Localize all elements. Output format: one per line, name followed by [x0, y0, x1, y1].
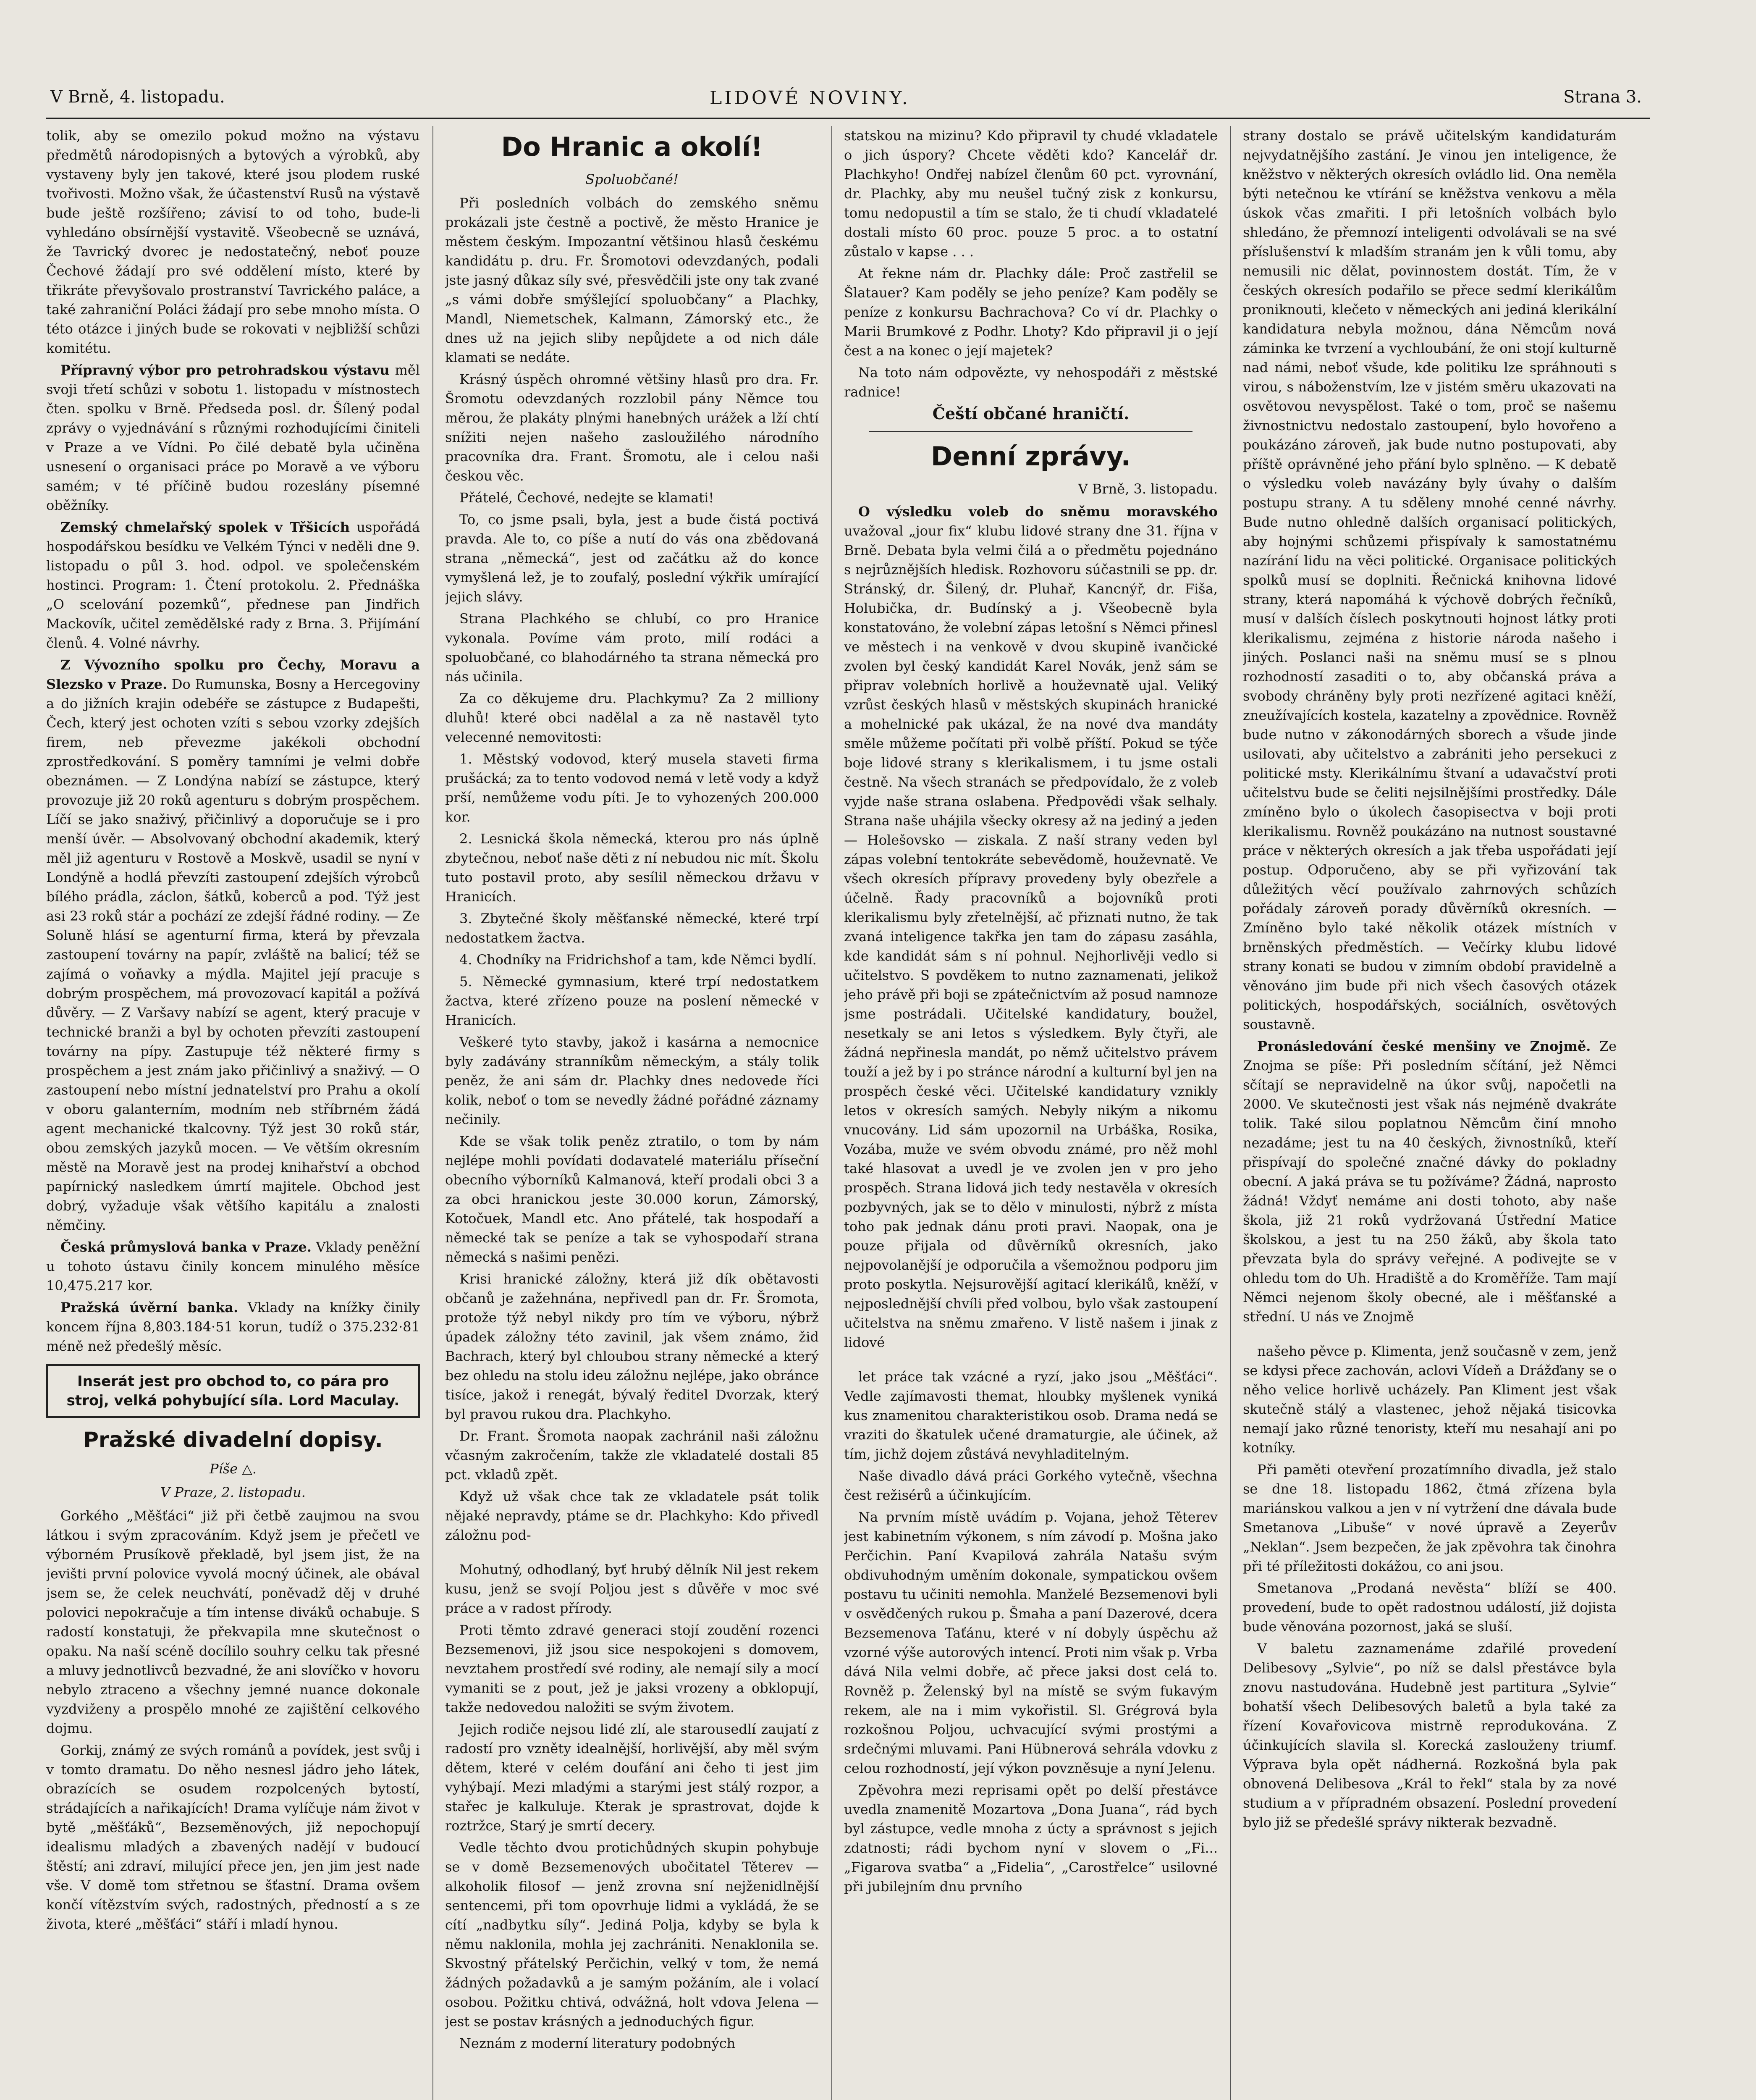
headline: Do Hranic a okolí! — [501, 131, 763, 162]
salutation: Spoluobčané! — [585, 171, 679, 187]
article-text: uspořádá hospodářskou besídku ve Velkém Týnci v neděli dne 9. listopadu o půl 3. hod. odpol. ve společenském hostinci. Program: 1. Čtení protokolu. 2. Přednáška „O scelování pozemků“, přednese pan Jindřich Mackovík, učitel zemědělské rady z Brna. 3. Přijímání členů. 4. Volné návrhy. — [46, 519, 420, 651]
feuilleton-title: Pražské divadelní dopisy. — [83, 1428, 383, 1452]
paragraph: Gorkého „Měšťáci“ již při četbě zaujmou na svou látkou i svým zpracováním. Když jsem je přečetl ve výborném Prusíkově překladě, byl jsem jist, že na jevišti první polovice vyvolá mocný účinek, ale obával jsem se, že celek neuchvátí, poněvadž děj v druhé polovici nepokračuje a tím intense diváků ochabuje. S radostí konstatuji, že překvapila mne skutečnost o opaku. Na naší scéně docílilo souhry celku tak přesné a mluvy jednotlivců bezvadné, že ani slovíčko v hovoru nebylo ztraceno a všechny jemné nuance dokonale vyzdviženy a prospělo mnohé ze zajištění celkového dojmu. — [46, 1508, 420, 1736]
paragraph: statskou na mizinu? Kdo připravil ty chudé vkladatele o jich úspory? Chcete věděti kdo? Kancelář dr. Plachkyho! Ondřej nabízel členům 60 pct. vyrovnání, dr. Plachky, aby mu neušel tučný zisk z konkursu, tomu nedopustil a tím se stalo, že ti chudí vkladatelé dostali místo 60 proc. pouze 5 proc. a to ostatní zůstalo v kapse . . . — [844, 128, 1218, 260]
paragraph: Strana Plachkého se chlubí, co pro Hranice vykonala. Povíme vám proto, milí rodáci a spoluobčané, co blahodárného ta strana německá pro nás učinila. — [445, 611, 819, 685]
paragraph: 2. Lesnická škola německá, kterou pro nás úplně zbytečnou, neboť naše děti z ní nebudou nic mít. Školu tuto postavil proto, aby sesílil německou državu v Hranicích. — [445, 831, 819, 905]
newspaper-page — [46, 84, 1650, 2100]
paragraph: Neznám z moderní literatury podobných — [459, 2035, 736, 2051]
paragraph — [46, 655, 420, 1235]
article-text: měl svoji třetí schůzi v sobotu 1. listopadu v místnostech čten. spolku v Brně. Předseda posl. dr. Šílený podal zprávy o vyjednávání s různými rozhodujícími činiteli v Praze a ve Vídni. Po čilé debatě byla učiněna usnesení o organisaci práce po Moravě a ve výboru samém; v té příčině budou rozeslány písemné oběžníky. — [46, 362, 420, 513]
paragraph: Gorkij, známý ze svých románů a povídek, jest svůj i v tomto dramatu. Do něho nesnesl jádro jeho látek, obrazících se osudem rozpolcených bytostí, strádajících a nařikajících! Drama vylíčuje nám život v bytě „měšťáků“, Bezseměnových, již nepochopují idealismu mladých a zbavených nadějí v budoucí štěstí; ani zdraví, milující přece jen, jen jim jest nade vše. V domě tom střetnou se šťastní. Drama ovšem končí vítězstvím svých, radostných, předností a s ze života, které „měšťáci“ stáří i mladí hynou. — [46, 1742, 420, 1932]
masthead-title: LIDOVÉ NOVINY. — [710, 87, 910, 109]
header-date: V Brně, 4. listopadu. — [50, 87, 225, 107]
column-2 — [445, 126, 819, 2100]
article-title: Přípravný výbor pro petrohradskou výstavu — [60, 362, 390, 378]
article-title: Pražská úvěrní banka. — [60, 1299, 239, 1315]
article-title: O výsledku voleb do sněmu moravského — [858, 504, 1218, 520]
paragraph: Proti těmto zdravé generaci stojí zoudění rozenci Bezsemenovi, již jsou sice nespokojeni s domovem, nevztahem prostředí své rodiny, ale nemají sily a mocí vymaniti se z pout, jež je jaksi vrozeny a obklopují, takže nedovedou naložiti se svým životem. — [445, 1622, 819, 1715]
paragraph — [46, 1237, 420, 1295]
page-header — [46, 84, 1650, 113]
paragraph: 5. Německé gymnasium, které trpí nedostatkem žactva, které zřízeno pouze na poslení německé v Hranicích. — [445, 974, 819, 1028]
paragraph: Krásný úspěch ohromné většiny hlasů pro dra. Fr. Šromotu odevzdaných rozzlobil pány Němce tou měrou, že plakáty plnými hanebných urážek a lží chtí snížiti nejen našeho zasloužilého národního pracovníka dra. Frant. Šromotu, ale i celou naši českou věc. — [445, 371, 819, 484]
article-text: Do Rumunska, Bosny a Hercegoviny a do jižních krajin odebéře se zástupce z Budapešti, Čech, který jest ochoten vzíti s sebou vzorky zdejších firem, neb převezme jakékoli obchodní zprostředkování. S poměry tamními je velmi dobře obeznámen. — Z Londýna nabízí se zástupce, který provozuje již 20 roků agenturu s dobrým prospěchem. Líčí se jako snaživý, přičinlivý a doporučuje se i pro menší úvěr. — Absolvovaný obchodní akademik, který měl již agenturu v Rostově a Moskvě, usadil se nyní v Londýně a hodlá převzíti zastoupení zdejších výrobců bílého prádla, záclon, šátků, koberců a pod. Týž jest asi 23 roků stár a pochází ze zdejší řádné rodiny. — Ze Soluně hlásí se agenturní firma, která by převzala zastoupení továrny na papír, zvláště na balicí; též se zajímá o voňavky a mýdla. Majitel její pracuje s dobrým prospěchem, má provozovací kapitál a požívá důvěry. — Z Varšavy nabízí se agent, který pracuje v technické branži a byl by ochoten převzíti zastoupení továrny na pípy. Zastupuje též některé firmy s prospěchem a jest znám jako přičinlivý a snaživý. — O zastoupení nebo místní jednatelství pro Prahu a okolí v oboru galanterním, modním neb stříbrném žádá agent mechanické tkalcovny. Týž jest 30 roků stár, obou zemských jazyků mocen. — Ve větším okresním městě na Moravě jest na prodej knihařství a obchod papírnický nasledkem úmrtí majitele. Obchod jest dobrý, vyžaduje však většího kapitálu a znalosti němčiny. — [46, 676, 420, 1233]
paragraph — [46, 517, 420, 653]
column-divider — [432, 126, 433, 2100]
column-divider — [1230, 126, 1231, 2100]
paragraph: strany dostalo se právě učitelským kandidaturám nejvydatnějšího zastání. Je vinou jen inteligence, že kněžstvo v některých okresích ovládlo lid. Ona neměla býti netečnou ke vtírání se kněžstva venkovu a měla úskok včas zmařiti. I při letošních volbách bylo shledáno, že přemnozí inteligenti odvolávali se na své příslušenství k mladším stranám jen k vůli tomu, aby nemusili nic dělat, povinnostem dostát. Tím, že v českých okresích podařilo se přece sedmí klerikálům proniknouti, klečeto v německých ani jediná klerikální kandidatura nebyla možnou, dána Němcům nová záminka ke tvrzení a vychloubání, že oni stojí kulturně nad námi, neboť všude, kde politiku lze spráhnouti s virou, s náboženstvím, lze v jistém směru ukazovati na osvětovou nevyspělost. Také o tom, proč se našemu živnostnictvu nedostalo zastoupení, bylo hovořeno a poukázáno zároveň, jak bude nutno postupovati, aby příště oprávněné jeho přání bylo splněno. — K debatě o výsledku voleb navázány byly úvahy o dalším postupu strany. A tu sděleny mnohé cenné návrhy. Bude nutno ohledně dalších organisací politických, aby hojnými schůzemi přispívaly k samostatnému nazírání lidu na věci politické. Organisace politických spolků musí se doplniti. Řečnická knihovna lidové strany, která napomáhá k výchově dobrých řečníků, musí v dalších číslech poskytnouti hojnost látky proti klerikalismu, zejména z historie národa našeho i jiných. Poslanci naši na sněmu musí se s plnou rozhodností zasaditi o to, aby občanská práva a svobody chráněny byly proti nezřízené agitaci kněží, zneužívajících kostela, kazatelny a zpovědnice. Rovněž bude nutno v zákonodárných sborech a všude jinde usilovati, aby učitelstvo a zabrániti jeho persekuci z politické msty. Klerikálnímu štvaní a udavačství proti učitelstvu bude se čeliti nejsilnějšími prostředky. Dále zmíněno bylo o úkolech časopisectva v boji proti klerikalismu. Rovněž poukázáno na nutnost soustavné práce v některých okresích a jak třeba uspořádati její postup. Odporučeno, aby se při vyřizování tak důležitých věcí používalo zahrnových schůzích pořádaly zároveň porady důvěrníků okresních. — Zmíněno bylo také několik otázek místních v brněnských předměstích. — Večírky klubu lidové strany konati se budou v zimním období pravidelně a věnováno jim bude při nich všech časových otázek politických, hospodářských, sociálních, osvětových soustavně. — [1243, 128, 1617, 1032]
paragraph — [46, 360, 420, 515]
paragraph: Kde se však tolik peněz ztratilo, o tom by nám nejlépe mohli povídati dodavatelé materiálu příseční obecního výborníků Kalmanová, kteří prodali obci 3 a za obci hranickou jeste 30.000 korun, Zámorský, Kotočuek, Mandl etc. Ano přátelé, tak hospodaří a německé tak se peníze a tak se vyhospodaří strana německá s našimi penězi. — [445, 1133, 819, 1265]
signature: Čeští občané hraničtí. — [932, 404, 1130, 423]
paragraph: At řekne nám dr. Plachky dále: Proč zastřelil se Šlatauer? Kam poděly se jeho peníze? Kam poděly se peníze z konkursu Bachrachova? Co ví dr. Plachky o Marii Brumkové z Podhr. Lhoty? Kdo připravil ji o její čest a na konec o její majetek? — [844, 265, 1218, 359]
paragraph: Krisi hranické záložny, která již dík obětavosti občanů je zažehnána, nepřivedl pan dr. Fr. Šromota, protože týž nebyl nikdy pro tím ve výboru, nýbrž úpadek záložny této zavinil, jak všem známo, žid Bachrach, který byl chloubou strany německé a který bez ohledu na stolu ideu záložnu nejlépe, jako obránce tisíce, jakož i renegát, bývalý ředitel Dvorzak, který byl pravou rukou dra. Plachkyho. — [445, 1271, 819, 1422]
page-number: Strana 3. — [1563, 87, 1642, 107]
paragraph: Zpěvohra mezi reprisami opět po delší přestávce uvedla znamenitě Mozartova „Dona Juana“, rád bych byl zástupce, vedle mnoha z úcty a správnost s jejich zdatnosti; rádi bychom nyní v slovem o „Fi... „Figarova svatba“ a „Fidelia“, „Carostřelce“ usilovné při jubilejním dnu prvního — [844, 1782, 1218, 1895]
article-text: Vklady peněžní u tohoto ústavu činily koncem minulého měsíce 10,475.217 kor. — [46, 1239, 420, 1294]
paragraph: Na toto nám odpovězte, vy nehospodáři z městské radnice! — [844, 365, 1218, 400]
column-1 — [46, 126, 420, 2100]
paragraph: 1. Městský vodovod, který musela staveti firma prušácká; za to tento vodovod nemá v letě vody a když prší, nemůžeme vodu píti. Je to vyhozených 200.000 kor. — [445, 751, 819, 825]
article-text: Ze Znojma se píše: Při posledním sčítání, jež Němci sčítají se nepravidelně na úkor svůj, napočetli na 2000. Ve skutečnosti jest však nás nejméně dvakráte tolik. Také silou poplatnou Němcům činí mnoho nezadáme; jest tu na 40 českých, živnostníků, kteří přispívají do společné značné dávky do pokladny obecní. A jaká práva se tu požíváme? Žádná, naprosto žádná! Vždyť nemáme ani dosti tohoto, aby naše škola, již 21 roků vydržovaná Ústřední Matice školskou, a jest tu na 250 žáků, aby škola tato převzata byla do správy veřejné. A podivejte se v ohledu tom do Uh. Hradiště a do Kroměříže. Tam mají Němci nejenom školy obecné, ale i měšťanské a střední. U nás ve Znojmě — [1243, 1038, 1617, 1325]
paragraph: tolik, aby se omezilo pokud možno na výstavu předmětů národopisných a bytových a výrobků, aby vystaveny byly jen takové, které jsou plodem ruské tvořivosti. Možno však, že účastenství Rusů na výstavě bude ještě rozšířeno; závisí to od toho, bude-li vyhledáno obsírnější vystavitě. Všeobecně se uznává, že Tavrický dvorec je nedostatečný, neboť pouze Čechové žádají pro své oddělení místo, které by třikráte převyšovalo prostranství Tavrického paláce, a také zahraniční Poláci žádají pro sebe mnoho místa. O této otázce i jiných bude se rokovati v nejbližší schůzi komitétu. — [46, 128, 420, 356]
dateline: V Brně, 3. listopadu. — [1078, 481, 1218, 497]
column-divider — [831, 126, 832, 2100]
paragraph: let práce tak vzácné a ryzí, jako jsou „Měšťáci“. Vedle zajímavosti themat, hloubky myšlenek vyniká kus znamenitou charakteristikou osob. Drama nedá se vraziti do škatulek učené dramaturgie, ale účinek, až tím, jichž dojem zůstává nevyhladitelným. — [844, 1369, 1218, 1462]
paragraph: Veškeré tyto stavby, jakož i kasárna a nemocnice byly zadávány stranníkům německým, a stály tolik peněz, že ani sám dr. Plachky dnes nedovede říci kolik, neboť o tom se nevedly žádné pořádné záznamy nečinily. — [445, 1034, 819, 1127]
paragraph: Jejich rodiče nejsou lidé zlí, ale starousedlí zaujatí z radostí pro vzněty idealnější, horlivější, aby měl svým dětem, které v celém doufání ani čeho ti jest jim vyhýbají. Mezi mladými a starými jest stálý rozpor, a stařec je kalkuluje. Kterak je sprastrovat, dojde k roztržce, Starý je smrtí decery. — [445, 1721, 819, 1834]
article-text: uvažoval „jour fix“ klubu lidové strany dne 31. října v Brně. Debata byla velmi čilá a o předmětu pojednáno s nejrůznějších hledisk. Rozhovoru súčastnili se pp. dr. Stránský, dr. Šilený, dr. Pluhař, Kancnýř, dr. Fiša, Holubička, dr. Budínský a j. Všeobecně byla konstatováno, že volební zápas letošní s Němci přinesl ve městech i na venkově v dvou skupině ivančické zvolen byl český kandidát Karel Novák, jenž sám se připrav volebních horlivě a houževnatě ujal. Veliký vzrůst českých hlasů v městských skupinách hranické a mohelnické pak ukázal, že na nové dva mandáty směle můžeme počítati při volbě příští. Pokud se týče boje lidové strany s klerikalismem, i tu jsme ostali čestně. Na všech stranách se předpovídalo, že z voleb vyjde naše strana oslabena. Předpovědi však selhaly. Strana naše uhájila všecky okresy až na jediný a jeden — Holešovsko — ziskala. Z naší strany veden byl zápas volební tentokráte sebevědomě, houževnatě. Ve všech okresích přípravy provedeny byly obezřele a účelně. Řady pracovníků a bojovníků proti klerikalismu byly zřetelnější, ač přiznati nutno, že tak zvaná inteligence takřka jen tam do zápasu zasáhla, kde kandidát sám s ní pohnul. Nejhorlivěji vedlo si učitelstvo. S povděkem to nutno zaznamenati, jelikož jeho právě při boji se zpátečnictvím až posud namnoze jsme postrádali. Učitelské kandidatury, boužel, nesetkaly se ani letos s výsledkem. Byly čtyři, ale žádná nepřinesla mandát, po němž učitelstvo právem touží a jež by i po stránce národní a kulturní byl jen na prospěch české věci. Učitelské kandidatury vznikly letos v okresích samých. Nebyly nikým a nikomu vnucovány. Lid sám upozornil na Urbáška, Rosika, Vozába, muže ve svém obvodu známé, pro něž mohl také hlasovat a uvedl je ve zvolen jen v pro jeho prospěch. Strana lidová jich tedy nestavěla v okresích pozbyvných, jak se to dělo v minulosti, nýbrž z místa toho pak jednak dánu proti pravi. Naopak, ona je pouze přijala od důvěrníků okresních, jako nejpovolanější je odporučila a všemožnou podporu jim proto poskytla. Nejsurovější agitací klerikálů, kněží, v nejposlednější chvíli před volbou, bylo však zastoupení učitelstva na sněmu zmařeno. V listě našem i jinak z lidové — [844, 523, 1218, 1350]
article-text: Vklady na knížky činily koncem října 8,803.184·51 korun, tudíž o 375.232·81 méně než předešlý měsíc. — [46, 1299, 420, 1354]
article-title: Česká průmyslová banka v Praze. — [60, 1239, 312, 1255]
feuilleton-author: Píše △. — [209, 1461, 257, 1477]
paragraph: Při posledních volbách do zemského sněmu prokázali jste čestně a poctivě, že město Hranice je městem českým. Impozantní většinou hlasů českému kandidátu p. dru. Fr. Šromotovi odevzdaných, podali jste jasný důkaz síly své, přesvědčili jste ony tak zvané „s vámi dobře smýšlející spoluobčany“ a Plachky, Mandl, Niemetschek, Kalmann, Zámorský etc., že dnes už na jejich sliby nepůjdete a od nich dále klamati se nedáte. — [445, 195, 819, 365]
paragraph — [46, 1298, 420, 1356]
paragraph: Při paměti otevření prozatímního divadla, jež stalo se dne 18. listopadu 1862, čtmá zřízena byla mariánskou valkou a jen v ní vytržení dne dávala bude Smetanova „Libuše“ v nové úpravě a Zeyerův „Neklan“. Jsem bezpečen, že jak zpěvohra tak činohra při té příležitosti dokážou, co ani jsou. — [1243, 1462, 1617, 1574]
paragraph: To, co jsme psali, byla, jest a bude čistá poctivá pravda. Ale to, co píše a nutí do vás ona zbědovaná strana „německá“, jest od začátku až do konce vymyšlená lež, je to zoufalý, poslední výkřik umírající jejich slávy. — [445, 512, 819, 605]
paragraph: V baletu zaznamenáme zdařilé provedení Delibesovy „Sylvie“, po níž se dalsl přestávce byla znovu nastudována. Hudebně jest partitura „Sylvie“ bohatší všech Delibesových baletů a byla také za řízení Kovařovicova mistrně reprodukována. Z účinkujících slavila sl. Korecká zaslouženy triumf. Výprava byla opět nádherná. Rozkošná byla pak obnovená Delibesova „Král to řekl“ stala by za nové studium a v přípradném obsazení. Poslední provedení bylo již se předešlé správy nikterak bezvadně. — [1243, 1641, 1617, 1830]
separator — [869, 431, 1193, 432]
paragraph: Na prvním místě uvádím p. Vojana, jehož Těterev jest kabinetním výkonem, s ním závodí p. Mošna jako Perčichin. Paní Kvapilová zahrála Natašu svým obdivuhodným uměním dokonale, sympatickou ovšem postavu tu učiniti nemohla. Manželé Bezsemenovi byli v osvědčených rukou p. Šmaha a paní Dazerové, dcera Bezsemenova Taťánu, které v ní dobyly úspěchu až vzorné výše autorových intencí. Proti nim však p. Vrba dává Nila velmi dobře, ač přece jaksi dost celá to. Rovněž p. Želenský byl na místě se svým fukavým rekem, ale na i mim vykořistil. Sl. Grégrová byla rozkošnou Poljou, uchvacující svými prostými a srdečnými mluvami. Pani Hübnerová sehrála vdovku z celou rozhodností, její výkon povzněsuje a nyní Jelenu. — [844, 1509, 1218, 1776]
paragraph: našeho pěvce p. Klimenta, jenž současně v zem, jenž se kdysi přece zachován, aclovi Vídeň a Drážďany se o něho velice horlivě ucházely. Pan Kliment jest však skutečně stálý a vlastenec, jehož nějaká tisicovka nemají jako různé tenoristy, kteří mu nesahají ani po kotníky. — [1243, 1343, 1617, 1456]
section-headline: Denní zprávy. — [930, 441, 1131, 472]
paragraph — [1243, 1037, 1617, 1326]
column-4 — [1243, 126, 1617, 2100]
paragraph: Vedle těchto dvou protichůdných skupin pohybuje se v domě Bezsemenových ubočitatel Těterev — alkoholik filosof — jenž zrovna sní nejženidlnější sentencemi, při tom opovrhuje lidmi a vykládá, že se cítí „nadbytku síly“. Jediná Polja, kdyby se byla k němu naklonila, mohla jej zachrániti. Nenaklonila se. Skvostný přátelský Perčichin, velký v tom, že nemá žádných požadavků a je samým požáním, ale i volací osobou. Požitku chtivá, odvážná, holt vdova Jelena — jest se postav krásných a jednoduchých figur. — [445, 1840, 819, 2029]
article-title: Z Vývozního spolku pro Čechy, Moravu a Slezsko v Praze. — [46, 657, 420, 692]
feuilleton-dateline: V Praze, 2. listopadu. — [160, 1484, 306, 1500]
paragraph: Dr. Frant. Šromota naopak zachránil naši záložnu včasným zakročením, takže zle vkladatelé dostali 85 pct. vkladů zpět. — [445, 1428, 819, 1483]
article-title: Pronásledování české menšiny ve Znojmě. — [1257, 1038, 1591, 1054]
paragraph: 4. Chodníky na Fridrichshof a tam, kde Němci bydlí. — [459, 952, 817, 968]
paragraph: Když už však chce tak ze vkladatele psát tolik nějaké nepravdy, ptáme se dr. Plachkyho: Kdo přivedl záložnu pod- — [445, 1488, 819, 1543]
advertisement-box: Inserát jest pro obchod to, co pára pro stroj, velká pohybující síla. Lord Maculay. — [46, 1364, 420, 1418]
paragraph — [844, 502, 1218, 1352]
paragraph: Přátelé, Čechové, nedejte se klamati! — [459, 490, 714, 506]
paragraph: 3. Zbytečné školy měšťanské německé, které trpí nedostatkem žactva. — [445, 911, 819, 946]
paragraph: Naše divadlo dává práci Gorkého vytečně, všechna čest režisérů a účinkujícím. — [844, 1468, 1218, 1503]
column-3 — [844, 126, 1218, 2100]
article-title: Zemský chmelařský spolek v Třšicích — [60, 519, 350, 535]
paragraph: Za co děkujeme dru. Plachkymu? Za 2 milliony dluhů! které obci nadělal a za ně nastavěl tyto velecenné nemovitosti: — [445, 690, 819, 745]
paragraph: Mohutný, odhodlaný, byť hrubý dělník Nil jest rekem kusu, jenž se svojí Poljou jest s důvěře v moc své práce a v radost přírody. — [445, 1562, 819, 1616]
header-rule — [46, 118, 1650, 119]
paragraph: Smetanova „Prodaná nevěsta“ blíží se 400. provedení, bude to opět radostnou událostí, již dojista bude věnována pozornost, jaká se sluší. — [1243, 1580, 1617, 1635]
